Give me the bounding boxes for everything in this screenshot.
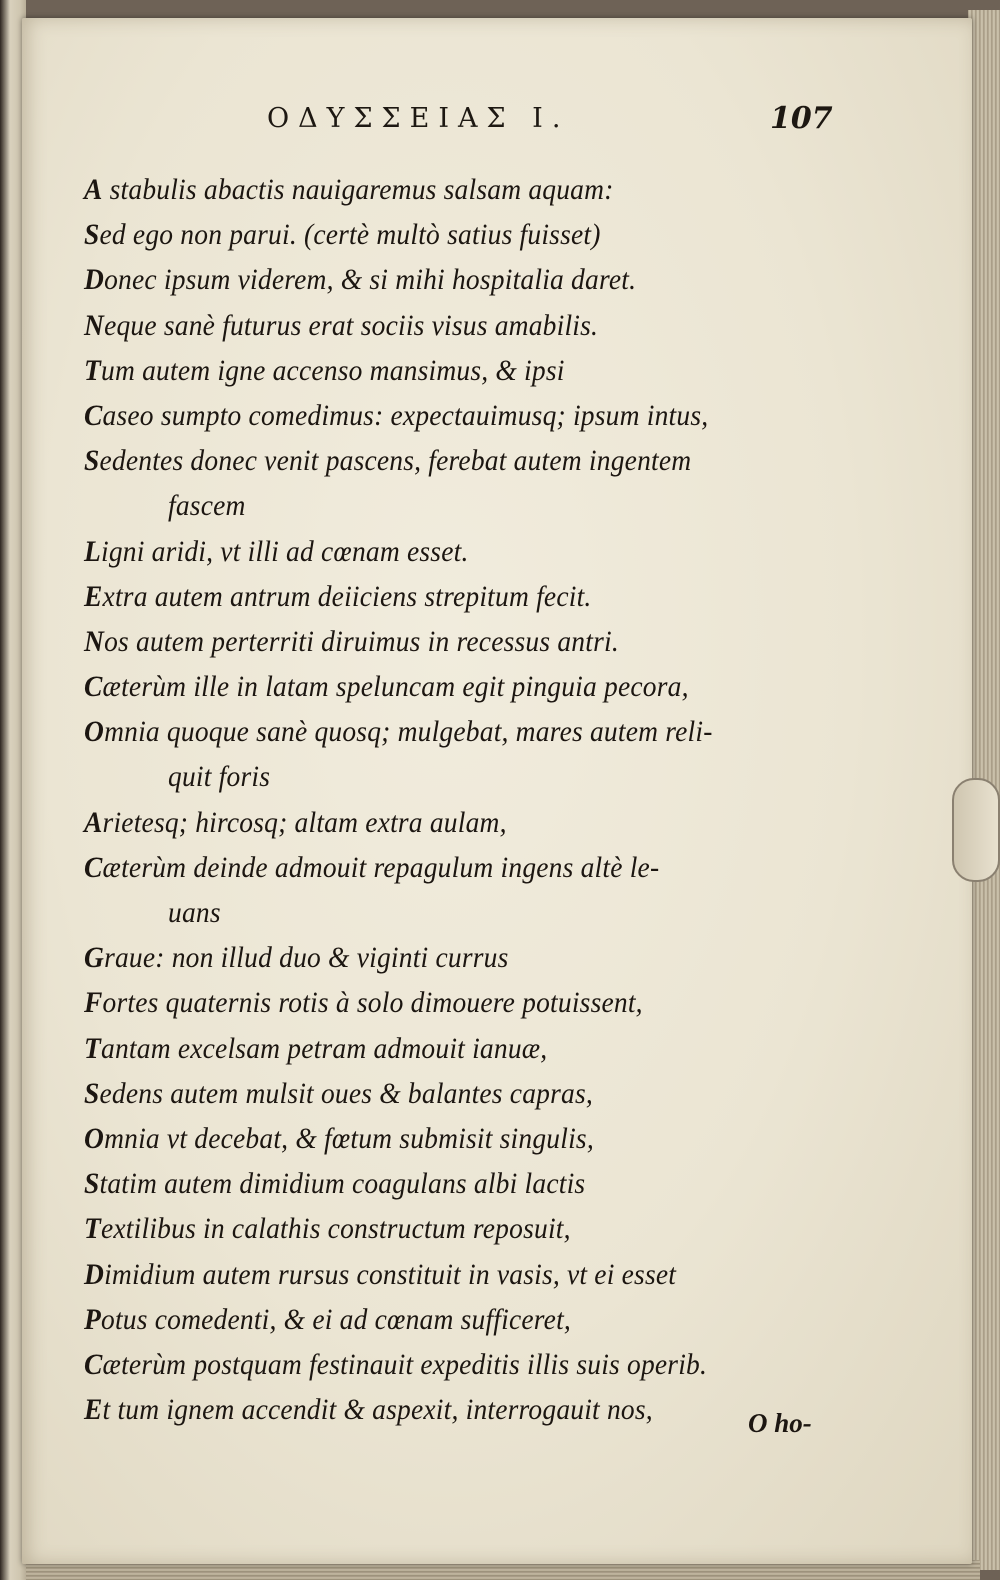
running-title: ΟΔΥΣΣΕΙΑΣ Ι. bbox=[267, 103, 570, 134]
verse-line: Tantam excelsam petram admouit ianuæ, bbox=[84, 1030, 548, 1064]
verse-line: Sedens autem mulsit oues & balantes capras, bbox=[84, 1075, 593, 1109]
verse-line: Omnia quoque sanè quosq; mulgebat, mares autem reli- bbox=[84, 714, 713, 748]
page-clip bbox=[952, 778, 1000, 882]
verse-line: Donec ipsum viderem, & si mihi hospitalia daret. bbox=[84, 262, 637, 296]
verse-line: A stabulis abactis nauigaremus salsam aquam: bbox=[84, 171, 614, 206]
verse-line: Extra autem antrum deiiciens strepitum fecit. bbox=[84, 578, 592, 612]
catchword: O ho- bbox=[748, 1408, 812, 1438]
page-number: 107 bbox=[770, 101, 833, 136]
verse-line: Tum autem igne accenso mansimus, & ipsi bbox=[84, 352, 565, 386]
verse-line: Statim autem dimidium coagulans albi lactis bbox=[84, 1165, 586, 1200]
verse-turnover-line: fascem bbox=[168, 488, 246, 522]
verse-line: Nos autem perterriti diruimus in recessus antri. bbox=[84, 623, 619, 658]
verse-text-block bbox=[84, 166, 884, 1431]
verse-line: Omnia vt decebat, & fœtum submisit singulis, bbox=[84, 1120, 594, 1155]
verse-line: Cæterùm deinde admouit repagulum ingens altè le- bbox=[84, 849, 660, 884]
verse-line: Fortes quaternis rotis à solo dimouere potuissent, bbox=[84, 985, 643, 1019]
verse-line: Neque sanè futurus erat sociis visus amabilis. bbox=[84, 307, 599, 341]
verse-line: Cæterùm postquam festinauit expeditis illis suis operib. bbox=[84, 1346, 708, 1381]
verse-line: Cæterùm ille in latam speluncam egit pinguia pecora, bbox=[84, 668, 689, 703]
verse-line: Arietesq; hircosq; altam extra aulam, bbox=[84, 804, 507, 838]
verse-turnover-line: uans bbox=[168, 894, 221, 929]
verse-line: Graue: non illud duo & viginti currus bbox=[84, 939, 509, 974]
book-page bbox=[22, 18, 972, 1564]
verse-line: Caseo sumpto comedimus: expectauimusq; ipsum intus, bbox=[84, 397, 709, 432]
verse-line: Textilibus in calathis constructum reposuit, bbox=[84, 1211, 571, 1245]
page-header bbox=[22, 103, 972, 147]
verse-turnover-line: quit foris bbox=[168, 759, 271, 793]
verse-line: Ligni aridi, vt illi ad cœnam esset. bbox=[84, 533, 469, 567]
verse-line: Sedentes donec venit pascens, ferebat autem ingentem bbox=[84, 442, 692, 477]
verse-line: Potus comedenti, & ei ad cœnam sufficeret, bbox=[84, 1301, 572, 1335]
verse-line: Et tum ignem accendit & aspexit, interrogauit nos, bbox=[84, 1391, 653, 1426]
verse-line: Sed ego non parui. (certè multò satius fuisset) bbox=[84, 216, 601, 251]
verse-line: Dimidium autem rursus constituit in vasis, vt ei esset bbox=[84, 1256, 677, 1290]
